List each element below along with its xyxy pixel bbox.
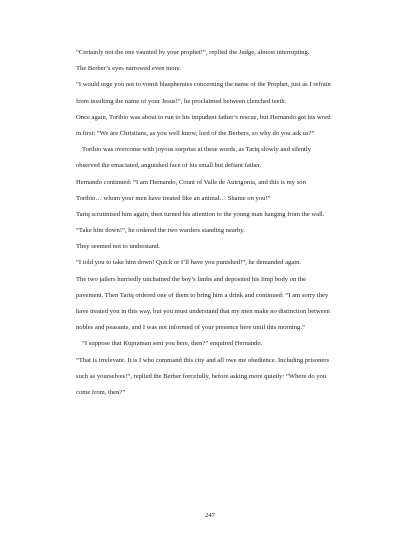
text-line: Hernando continued: “I am Hernando, Count of Valle de Autrigonia, and this is my son <box>76 178 306 186</box>
text-line: observed the emaciated, anguished face of his small but defiant father. <box>76 162 262 170</box>
text-line: such as yourselves!”, replied the Berber forcefully, before asking more quietly: “Where do you <box>76 372 327 380</box>
text-line: come from, then?” <box>76 388 126 396</box>
page-number: 247 <box>205 512 215 519</box>
text-line: “Take him down!”, he ordered the two warders standing nearby. <box>76 227 245 235</box>
page-body <box>76 45 366 401</box>
text-line: Toribio was overcome with joyous surprise at these words, as Tariq slowly and silently <box>82 146 311 154</box>
text-line: have treated you in this way, but you must understand that my men make no distinction between <box>76 308 330 315</box>
text-line: from insulting the name of your Jesus!”, he proclaimed between clenched teeth. <box>76 97 287 105</box>
text-line: The Berber’s eyes narrowed even more. <box>76 65 182 73</box>
text-line: “I would urge you not to vomit blasphemies concerning the name of the Prophet, just as I refrain <box>76 81 331 89</box>
text-line: “I told you to take him down! Quick or I’ll have you punished!”, he demanded again. <box>76 259 302 267</box>
text-line: The two jailers hurriedly unchained the boy’s limbs and deposited his limp body on the <box>76 275 307 283</box>
text-line: “Certainly not the one vaunted by your prophet!”, replied the Judge, almost interrupting. <box>76 49 310 56</box>
text-line: They seemed not to understand. <box>76 243 161 251</box>
text-line: “That is irrelevant. It is I who command this city and all owe me obedience. Including prisoners <box>76 356 330 364</box>
text-line: Once again, Toribio was about to run to his impudent father’s rescue, but Hernando got his word <box>76 113 331 121</box>
text-line: nobles and peasants, and I was not informed of your presence here until this morning.” <box>76 324 305 332</box>
text-line: “I suppose that Kupraman sent you here, then?” enquired Hernando. <box>82 340 263 348</box>
text-line: in first: “We are Christians, as you well know, lord of the Berbers, so why do you ask us?” <box>76 129 315 137</box>
text-line: Tariq scrutinised him again, then turned his attention to the young man hanging from the wall. <box>76 210 325 218</box>
text-line: pavement. Then Tariq ordered one of them to bring him a drink and continued: “I am sorry they <box>76 291 329 299</box>
text-line: Toribio… whom your men have treated like an animal… Shame on you!” <box>76 194 271 202</box>
